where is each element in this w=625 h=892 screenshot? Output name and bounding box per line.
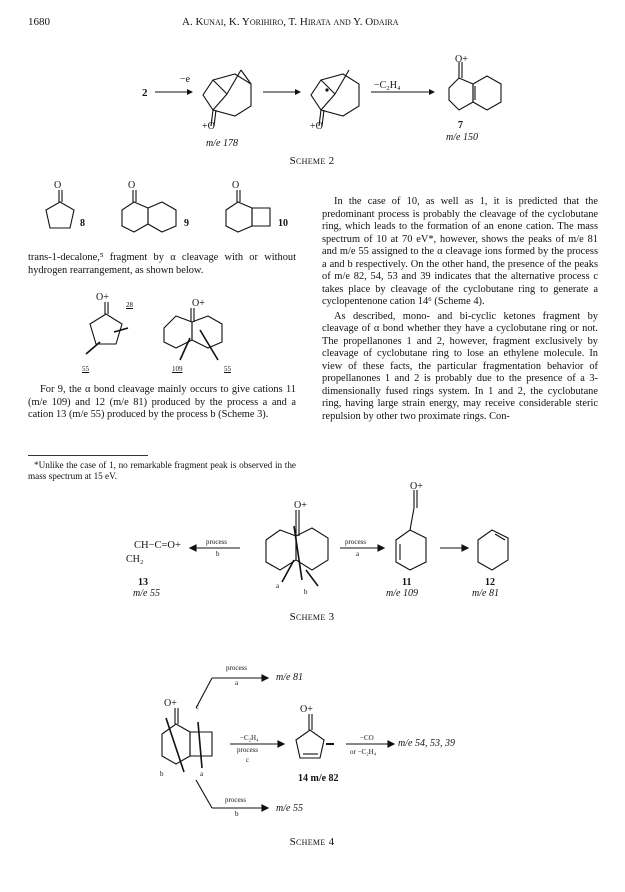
scheme4-c2h4: −C₂H₄ <box>240 734 259 742</box>
scheme4-caption: Scheme 4 <box>289 836 335 848</box>
scheme2-charge-o-2: +O <box>310 121 323 132</box>
scheme2-product-o: O+ <box>455 54 468 65</box>
right-column <box>322 196 598 425</box>
scheme2-charge-o-1: +O <box>202 121 215 132</box>
footnote-rule <box>28 455 148 456</box>
scheme2-ion-150: m/e 150 <box>446 132 478 143</box>
scheme4-ion-81: m/e 81 <box>276 672 303 683</box>
structure-8-label: 8 <box>80 218 85 229</box>
scheme2-arrow3-label: −C₂H₄ <box>374 80 401 91</box>
left-column <box>28 252 296 279</box>
structure-9-label: 9 <box>184 218 189 229</box>
alpha-cleavage-drawing <box>70 298 270 378</box>
scheme3-a: a <box>356 550 360 558</box>
scheme3-oplus-2: O+ <box>410 481 423 492</box>
scheme4-process-bot: process <box>225 796 246 804</box>
running-head-authors: A. Kunai, K. Yorihiro, T. Hirata and Y. Odaira <box>182 16 399 28</box>
left-paragraph-2: For 9, the α bond cleavage mainly occurs to give cations 11 (m/e 109) and 12 (m/e 81) produced by the process a and a cation 13 (m/e 55) produced by the process b (Scheme 3). <box>28 384 296 420</box>
fragment-label-109: 109 <box>172 365 183 373</box>
scheme4-or-c2h4: or −C₂H₄ <box>350 748 377 756</box>
structures-8-9-10-drawing <box>30 188 320 244</box>
scheme3-process-b: process <box>206 538 227 546</box>
page-number: 1680 <box>28 16 50 28</box>
scheme4-num-14: 14 m/e 82 <box>298 773 339 784</box>
scheme4-ion-55: m/e 55 <box>276 803 303 814</box>
scheme2-reactant: 2 <box>142 87 148 99</box>
scheme4-process-top: process <box>226 664 247 672</box>
scheme4-ion-multi: m/e 54, 53, 39 <box>398 738 455 749</box>
scheme3-ketene-cation: CH−C=O+ <box>134 540 181 551</box>
fragment-oplus-1: O+ <box>96 292 109 303</box>
structure-9-oxygen: O <box>128 180 136 191</box>
right-paragraph-2: As described, mono- and bi-cyclic ketones fragment by cleavage of α bond whether they have a cyclobutane ring or not. The propellanones 1 and 2, however, fragment exclusively by cleavage of cyclobutane ring to lose an ethylene molecule. In view of these facts, the particular fragmentation behavior of propellanones 1 and 2 is probably due to the presence of a 3-dimensionally fused rings system. In 1 and 2, the cyclobutane ring, having large strain energy, may receive considerable steric repulsion by other two proximate rings. Con- <box>322 310 598 422</box>
scheme4-lab-c: c <box>196 703 200 711</box>
scheme4-oplus-2: O+ <box>300 704 313 715</box>
scheme3-ion-55: m/e 55 <box>133 588 160 599</box>
scheme3-label-a: a <box>276 582 280 590</box>
scheme4-lab-a: a <box>200 770 204 778</box>
fragment-oplus-2: O+ <box>192 298 205 309</box>
scheme3-caption: Scheme 3 <box>289 611 335 623</box>
scheme4-oplus-1: O+ <box>164 698 177 709</box>
scheme4-co: −CO <box>360 734 374 742</box>
structure-8-oxygen: O <box>54 180 62 191</box>
scheme3-num-12: 12 <box>485 577 495 588</box>
scheme3-ion-81: m/e 81 <box>472 588 499 599</box>
fragment-label-55a: 55 <box>82 365 89 373</box>
left-paragraph-1: trans-1-decalone,⁵ fragment by α cleavage with or without hydrogen rearrangement, as shown below. <box>28 252 296 276</box>
scheme3-num-13: 13 <box>138 577 148 588</box>
scheme3-b: b <box>216 550 220 558</box>
scheme2-ion-178: m/e 178 <box>206 138 238 149</box>
scheme2-product-number: 7 <box>458 120 463 131</box>
scheme3-oplus-1: O+ <box>294 500 307 511</box>
footnote: *Unlike the case of 1, no remarkable fragment peak is observed in the mass spectrum at 15 eV. <box>28 460 296 481</box>
structure-10-label: 10 <box>278 218 288 229</box>
scheme4-b-bot: b <box>235 810 239 818</box>
scheme2-caption: Scheme 2 <box>289 155 335 167</box>
fragment-label-55b: 55 <box>224 365 231 373</box>
right-paragraph-1: In the case of 10, as well as 1, it is predicted that the predominant process is probably the cleavage of the cyclobutane ring, which leads to the formation of an enone cation. The mass spectrum of 10 at 70 eV*, however, shows the peaks of m/e 81 and m/e 55 assigned to the α cleavage ions formed by the process a and b respectively. On the other hand, the presence of the peaks of m/e 82, 54, 53 and 39 indicates that the alternative process c takes place by cleavage of the cyclobutane ring to generate a cyclopentenone cation 14⁶ (Scheme 4). <box>322 196 598 307</box>
scheme3-num-11: 11 <box>402 577 412 588</box>
scheme4-lab-b: b <box>160 770 164 778</box>
left-column-lower <box>28 384 296 424</box>
scheme3-label-b: b <box>304 588 308 596</box>
structure-10-oxygen: O <box>232 180 240 191</box>
fragment-label-28: 28 <box>126 301 133 309</box>
scheme3-process-a: process <box>345 538 366 546</box>
scheme3-ion-109: m/e 109 <box>386 588 418 599</box>
scheme4-process-c: process <box>237 746 258 754</box>
scheme3-ch2: CH₂ <box>126 554 144 565</box>
scheme4-c: c <box>246 756 250 764</box>
scheme4-a-top: a <box>235 679 239 687</box>
scheme2-arrow1-label: −e <box>180 74 191 85</box>
